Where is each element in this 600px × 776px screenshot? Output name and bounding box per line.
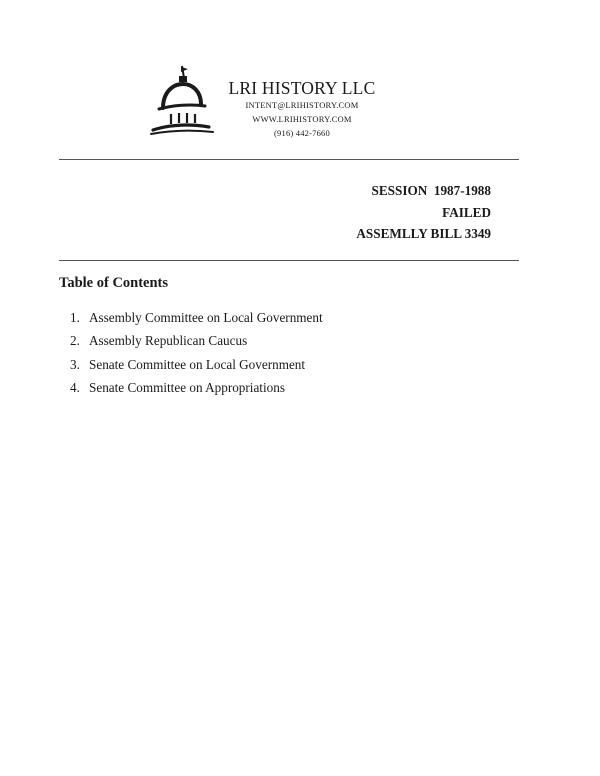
toc-list — [70, 306, 323, 399]
toc-item — [70, 329, 323, 352]
session-label: SESSION 1987-1988 — [371, 183, 491, 198]
top-divider — [59, 159, 519, 160]
toc-item-number: 3. — [70, 356, 80, 372]
toc-item — [70, 353, 323, 376]
toc-item — [70, 376, 323, 399]
capitol-dome-icon — [143, 64, 215, 140]
bill-number: ASSEMLLY BILL 3349 — [356, 226, 491, 241]
status-label: FAILED — [442, 204, 491, 220]
org-email: INTENT@LRIHISTORY.COM — [245, 100, 359, 110]
toc-item-label: Assembly Republican Caucus — [89, 333, 248, 349]
org-phone: (916) 442-7660 — [274, 128, 330, 138]
toc-item-label: Assembly Committee on Local Government — [89, 310, 323, 325]
bill-info — [356, 180, 491, 245]
bottom-divider — [59, 260, 519, 261]
toc-item-label: Senate Committee on Local Government — [89, 356, 306, 372]
toc-item-label: Senate Committee on Appropriations — [89, 379, 285, 395]
toc-item-number: 1. — [70, 310, 80, 325]
org-name: LRI HISTORY LLC — [228, 78, 376, 98]
toc-item-number: 4. — [70, 379, 80, 395]
toc-item — [70, 306, 323, 329]
toc-item-number: 2. — [70, 333, 80, 349]
org-website: WWW.LRIHISTORY.COM — [252, 114, 352, 124]
org-header — [222, 78, 382, 140]
toc-title: Table of Contents — [59, 275, 169, 291]
